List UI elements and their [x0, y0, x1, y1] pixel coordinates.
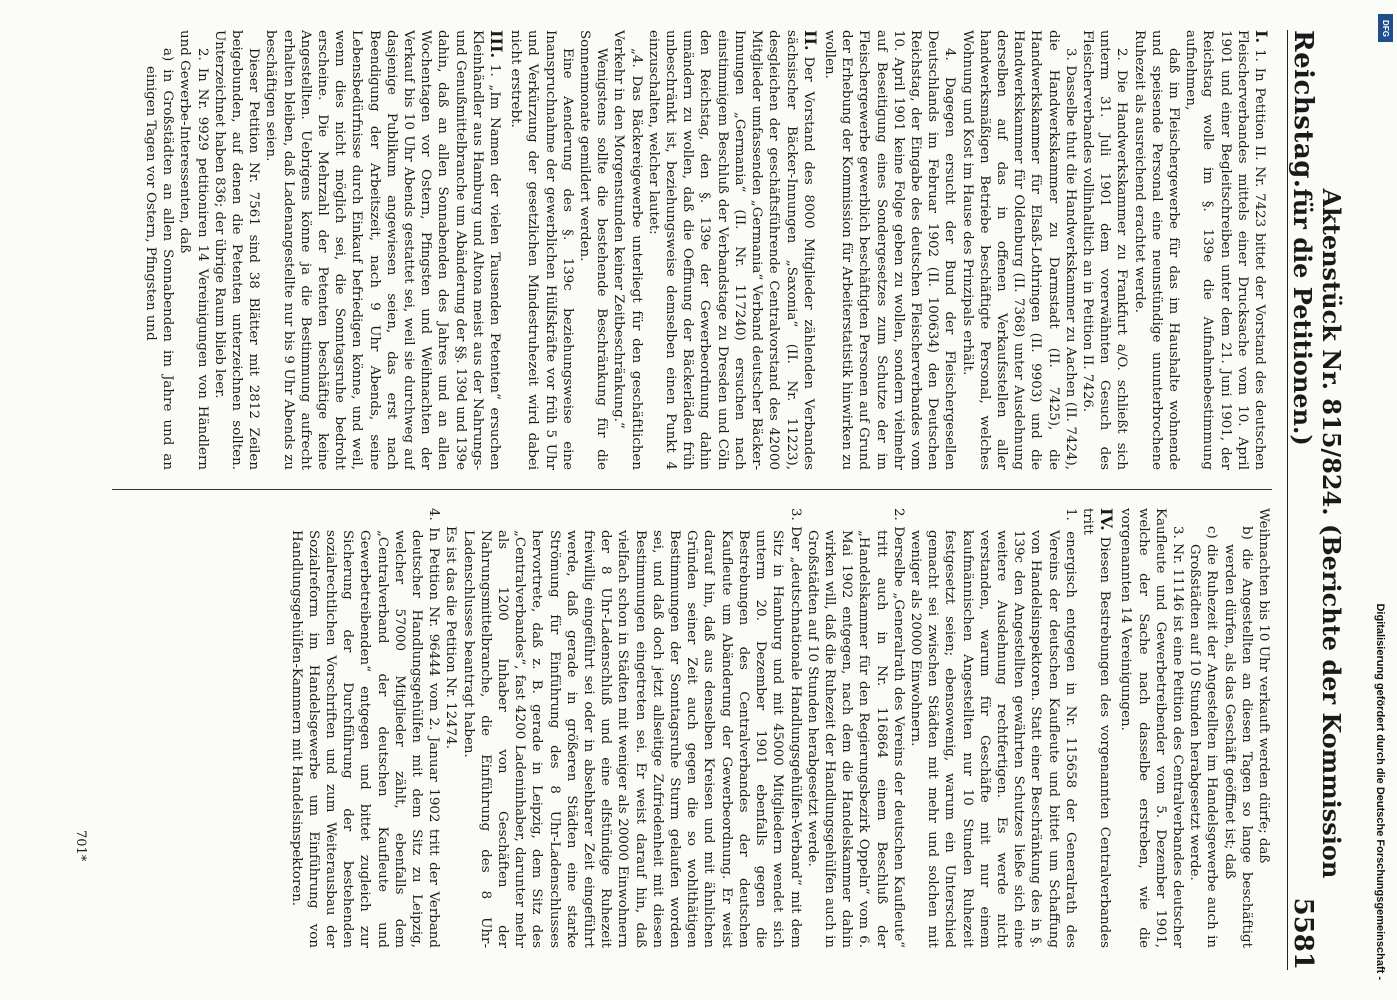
- paragraph-text: 3. Der „deutschnationale Handlungsgehülfen-Verband“ mit dem Sitz in Hamburg und mit 45000 Mitgliedern wendet sich unterm 20. Dezember 1901 ebenfalls gegen die Bestrebungen des Centralverbandes der deutschen Kaufleute um Abänderung der Gewerbeordnung. Er weist darauf hin, daß aus denselben Kreisen und mit ähnlichen Gründen seiner Zeit auch gegen die so wohlthätigen Bestimmungen der Sonntagsruhe Sturm gelaufen worden sei, und daß doch jetzt allseitige Zufriedenheit mit diesen Bestimmungen eingetreten sei. Er weist darauf hin, daß vielfach schon in Städten mit weniger als 20000 Einwohnern der 8 Uhr-Ladenschluß und eine elfstündige Ruhezeit freiwillig eingeführt sei oder in absehbarer Zeit eingeführt werde, daß gerade in größeren Städten eine starke Strömung für Einführung des 8 Uhr-Ladenschlusses hervortrete, daß z. B. gerade in Leipzig, dem Sitz des „Centralverbandes“, fast 4200 Ladeninhaber, darunter mehr als 1200 Inhaber von Geschäften der Nahrungsmittelbranche, die Einführung des 8 Uhr-Ladenschlusses beantragt haben.: [460, 508, 803, 948]
- paragraph-text: 1. „Im Namen der vielen Tausenden Petenten“ ersuchen Kleinhändler aus Hamburg und Altona meist aus der Nahrungs- und Genußmittelbranche um Abänderung der §§. 139d und 139e dahin, daß an allen Sonnabenden des Jahres und an allen Wochentagen vor Ostern, Pfingsten und Weihnachten der Verkauf bis 10 Uhr Abends gestattet sei, weil sie durchweg auf dasjenige Publikum angewiesen seien, das erst nach Beendigung der Arbeitszeit, nach 9 Uhr Abends, seine Lebensbedürfnisse durch Einkauf befriedigen könne, und weil, wenn dies nicht möglich sei, die Sonntagsruhe bedroht erscheine. Die Mehrzahl der Petenten beschäftige keine Angestellten. Uebrigens könne ja die Bestimmung aufrecht erhalten bleiben, daß Ladenangestellte nur bis 9 Uhr Abends zu beschäftigen seien.: [263, 30, 503, 470]
- digitization-credit: [1372, 20, 1396, 980]
- paragraph: [907, 508, 1079, 948]
- paragraph: [804, 508, 907, 948]
- paragraph: [1117, 508, 1186, 948]
- paragraph: [1186, 508, 1220, 948]
- paragraph-text: 2. In Nr. 9929 petitioniren 14 Vereinigungen von Händlern und Gewerbe-Interessenten, daß: [177, 30, 210, 470]
- header-page-number: 5581: [1288, 897, 1318, 970]
- paragraph: [1130, 30, 1182, 470]
- paragraph-text: 4. Dagegen ersucht der Bund der Fleischergesellen Deutschlands im Februar 1902 (II. 100634) den Deutschen Reichstag, der Eingabe des deutschen Fleischerverbandes vom 10. April 1901 keine Folge geben zu wollen, sondern vielmehr auf Beseitigung eines Sondergesetzes zum Schutze der im Fleischergewerbe gewerblich beschäftigten Personen auf Grund der Erhebung der Kommission für Arbeiterstatistik hinwirken zu wollen.: [821, 30, 958, 470]
- right-column: [112, 508, 1272, 948]
- paragraph: [1182, 30, 1270, 470]
- section-numeral: IV.: [1097, 508, 1117, 531]
- page-header: [1287, 30, 1350, 970]
- paragraph: [442, 508, 459, 948]
- paragraph-text: a) in Großstädten an allen Sonnabenden im Jahre und an einigen Tagen vor Ostern, Pfingsten und: [143, 48, 176, 470]
- paragraph: [176, 30, 210, 470]
- paragraph: [287, 508, 442, 948]
- paragraph-text: Diesen Bestrebungen des vorgenannten Centralverbandes tritt: [1079, 508, 1113, 948]
- header-left: Reichstag.: [1288, 30, 1318, 189]
- left-column: [112, 30, 1272, 470]
- credit-text: Digitalisierung gefördert durch die Deutsche Forschungsgemeinschaft -: [1374, 603, 1386, 980]
- paragraph: [576, 30, 610, 470]
- paragraph: [211, 30, 263, 470]
- paragraph: [1079, 508, 1115, 948]
- paragraph-text: Weihnachten bis 10 Uhr verkauft werden dürfe; daß: [1256, 508, 1271, 864]
- paragraph-text: daß im Fleischergewerbe für das im Haushalte wohnende und speisende Personal eine neunstündige ununterbrochene Ruhezeit als ausreichend erachtet werde.: [1131, 30, 1181, 470]
- paragraph-text: Dieser Petition Nr. 7561 sind 38 Blätter mit 2812 Zeilen beigebunden, auf denen die Petenten unterzeichnen sollten. Unterzeichnet haben 836; der übrige Raum blieb leer.: [211, 30, 262, 470]
- section-numeral: III.: [487, 30, 507, 59]
- paragraph-text: „4. Das Bäckereigewerbe unterliegt für den geschäftlichen Verkehr in den Morgenstunden keiner Zeitbeschränkung.“: [611, 30, 644, 470]
- paragraph: [610, 30, 644, 470]
- dfg-logo-icon: DFG: [1378, 14, 1393, 42]
- column-divider: [112, 489, 1272, 490]
- section-numeral: II.: [800, 30, 820, 51]
- footer-page-number: 701*: [73, 830, 88, 862]
- paragraph-text: 2. Derselbe „Generalrath des Vereins der deutschen Kaufleute“ tritt auch in Nr. 116864 einem Beschluß der „Handelskammer für den Regierungsbezirk Oppeln“ vom 6. Mai 1902 entgegen, nach dem die Handelskammer dahin wirken will, daß die Ruhezeit der Handlungsgehülfen auch in Großstädten auf 10 Stunden herabgesetzt werde.: [804, 508, 906, 948]
- paragraph-text: 1. In Petition II. Nr. 7423 bittet der Vorstand des deutschen Fleischerverbandes mittels einer Drucksache vom 10. April 1901 und einer Begleitschreiben unter dem 21. Juni 1901, der Reichstag wolle im §. 139e die Aufnahmebestimmung aufnehmen,: [1183, 30, 1267, 470]
- paragraph-text: 1. energisch entgegen in Nr. 115658 der Generalrath des Vereins der deutschen Kaufleute und bittet um Schaffung von Handelsinspektoren. Statt einer Beschränkung des in §. 139c den Angestellten gewährten Schutzes ließe sich eine weitere Ausdehnung rechtfertigen. Es werde nicht verstanden, warum für Geschäfte mit nur einem kaufmännischen Angestellten nur 10 Stunden Ruhezeit festgesetzt seien; ebensowenig, warum ein Unterschied gemacht sei zwischen Städten mit mehr und solchen mit weniger als 20000 Einwohnern.: [907, 508, 1078, 948]
- paragraph: [262, 30, 505, 470]
- paragraph-text: 2. Die Handwerkskammer zu Frankfurt a/O. schließt sich unterm 31. Juli 1901 dem vorerwähnten Gesuch des Fleischerverbandes vollinhaltlich an in Petition II. 7426.: [1079, 30, 1130, 470]
- paragraph: [958, 30, 1078, 470]
- paragraph-text: Eine Aenderung des §. 139c beziehungsweise eine Inanspruchnahme der gewerblichen Hülfskräfte vor früh 5 Uhr und Verkürzung der gesetzlichen Mindestruhezeit wird dabei nicht erstrebt.: [508, 30, 575, 470]
- paragraph: [645, 30, 819, 470]
- paragraph: [459, 508, 803, 948]
- paragraph-text: 4. In Petition Nr. 96444 vom 2. Januar 1902 tritt der Verband deutscher Handlungsgehülfen mit dem Sitz zu Leipzig, welcher 57000 Mitglieder zählt, ebenfalls dem „Centralverband der deutschen Kaufleute und Gewerbetreibenden“ entgegen und bittet zugleich zur Sicherung der Durchführung der bestehenden sozialrechtlichen Vorschriften und zum Weiterausbau der Sozialreform im Handelsgewerbe um Einführung von Handlungsgehülfen-Kammern mit Handelsinspektoren.: [288, 508, 442, 948]
- paragraph: [821, 30, 959, 470]
- paragraph: [1220, 508, 1254, 948]
- paragraph-text: Der Vorstand des 8000 Mitglieder zählenden Verbandes sächsischer Bäcker-Innungen „Saxonia“ (II. Nr. 11223), desgleichen der geschäftsführende Centralvorstand des 42000 Mitglieder umfassenden „Germania“ Verband deutscher Bäcker-Innungen „Germania“ (II. Nr. 117240) ersuchen nach einstimmigem Beschluß der Verbandstage zu Dresden und Cöln den Reichstag, den §. 139e der Gewerbeordnung dahin umändern zu wollen, daß die Oeffnung der Bäckerläden früh unbeschränkt ist, beziehungsweise demselben einen Punkt 4 einzuschalten, welcher lautet:: [645, 30, 816, 470]
- paragraph: [1255, 508, 1272, 948]
- paragraph: [142, 30, 176, 470]
- paragraph-text: 3. Dasselbe thut die Handwerkskammer zu Aachen (II. 7424), die Handwerkskammer zu Darmstadt (II. 7425), die Handwerkskammer für Elsaß-Lothringen (II. 9903) und die Handwerkskammer für Oldenburg (II. 7368) unter Ausdehnung derselben auf das in offenen Verkaufsstellen aller handwerksmäßigen Betriebe beschäftigte Personal, welches Wohnung und Kost im Hause des Prinzipals erhält.: [959, 30, 1078, 470]
- paragraph: [1079, 30, 1131, 470]
- paragraph-text: Es ist das die Petition Nr. 12474.: [443, 526, 459, 750]
- section-numeral: I.: [1252, 30, 1271, 44]
- paragraph-text: 3. Nr. 11146 ist eine Petition des Centralverbandes deutscher Kaufleute und Gewerbetreibender vom 5. Dezember 1901, welche der Sache nach dasselbe erstreben, wie die vorgenannten 14 Vereinigungen.: [1118, 508, 1185, 948]
- paragraph-text: c) die Ruhezeit der Angestellten im Handelsgewerbe auch in Großstädten auf 10 Stunden herabgesetzt werde.: [1187, 526, 1220, 948]
- paragraph-text: b) die Angestellten an diesen Tagen so lange beschäftigt werden dürfen, als das Geschäft geöffnet ist; daß: [1221, 526, 1254, 948]
- paragraph: [507, 30, 576, 470]
- rotated-document: [50, 30, 1350, 970]
- paragraph-text: Wenigstens sollte die bestehende Beschränkung für die Sonnenmonate gemildert werden.: [577, 30, 610, 470]
- header-title: Aktenstück Nr. 815/824. (Berichte der Kommission für die Petitionen.): [1288, 188, 1346, 879]
